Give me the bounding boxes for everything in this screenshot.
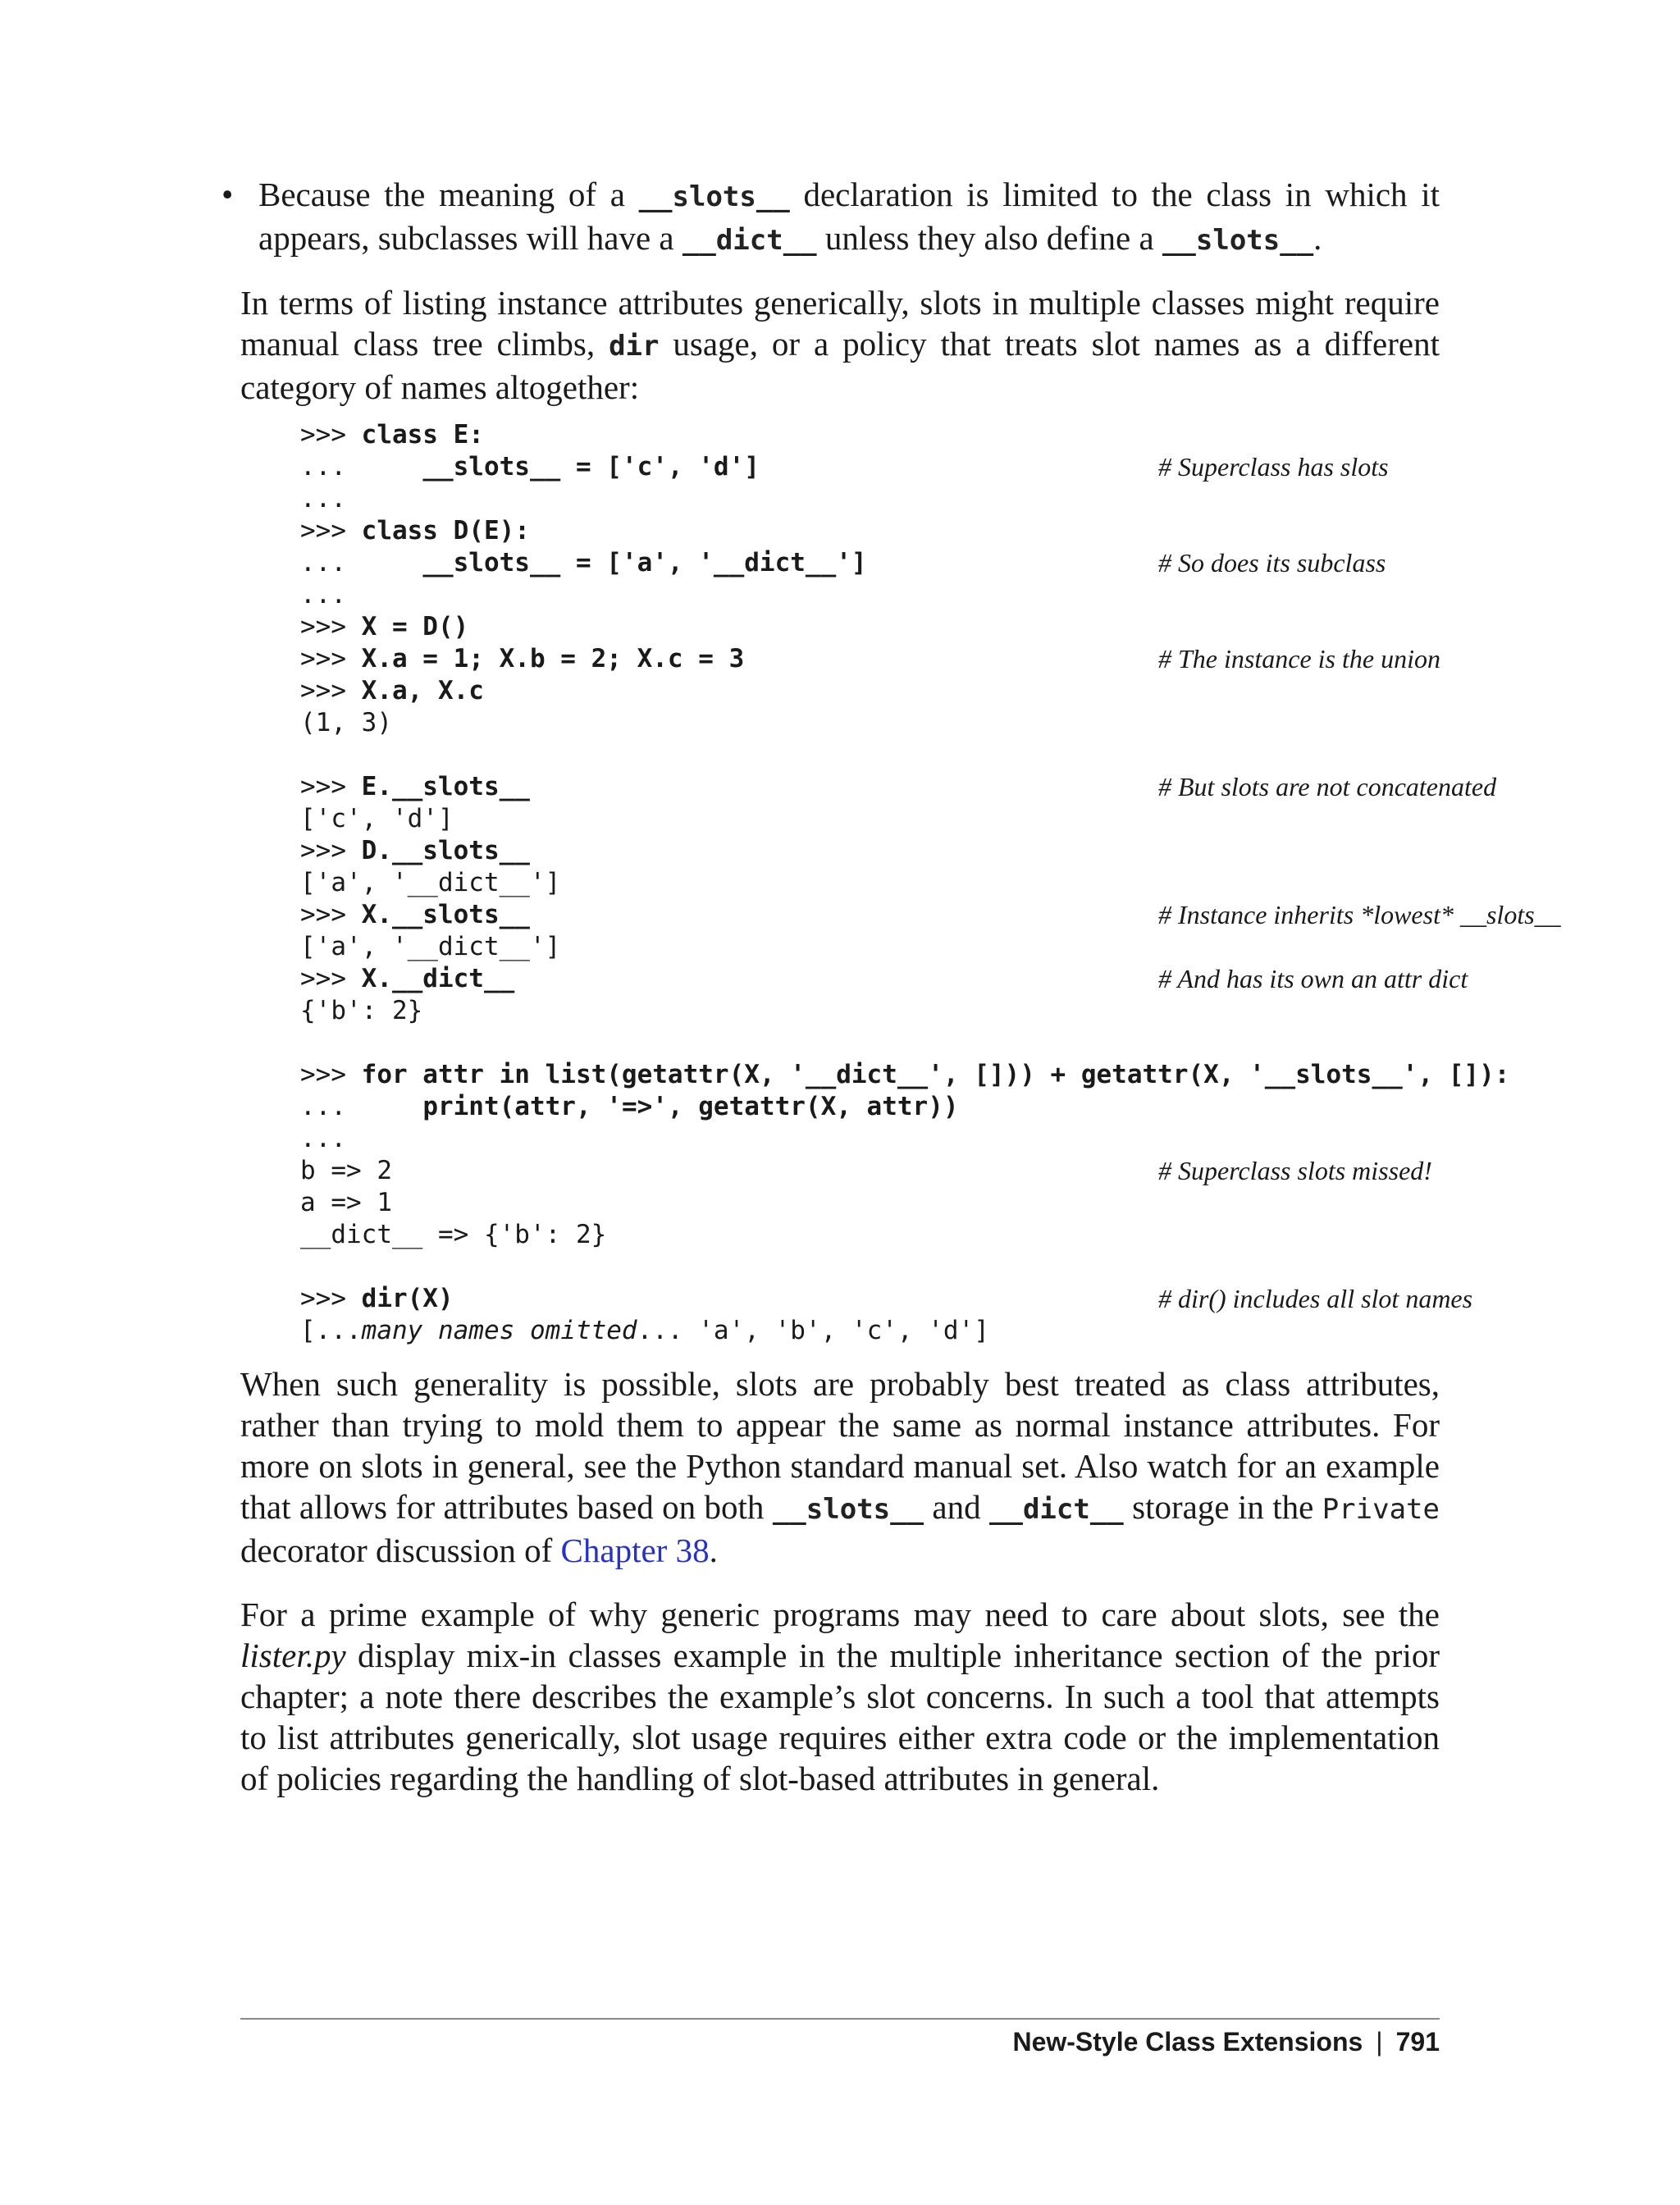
code-line: [300, 643, 744, 675]
code-input: for attr in list(getattr(X, '__dict__', [])) + getattr(X, '__slots__', []):: [361, 1060, 1510, 1089]
paragraph-text: display mix-in classes example in the multiple inheritance section of the prior chapter; a note there describes the example’s slot concerns. In such a tool that attempts to list attributes generically, slot usage requires either extra code or the implementation of policies regarding the handling of slot-based attributes in general.: [240, 1637, 1440, 1797]
code-comment: # So does its subclass: [1158, 548, 1386, 578]
code-line: [300, 547, 867, 579]
code-line: [300, 1315, 989, 1347]
code-prompt: __dict__ => {'b': 2}: [300, 1220, 607, 1249]
code-prompt: ...: [300, 580, 346, 609]
code-input: class E:: [361, 420, 484, 450]
code-line: [300, 931, 560, 963]
footer-section-title: New-Style Class Extensions: [1012, 2027, 1363, 2057]
paragraph-text: For a prime example of why generic programs may need to care about slots, see the: [240, 1596, 1440, 1633]
code-prompt: >>>: [300, 516, 362, 546]
code-line: [300, 451, 760, 483]
code-line: [300, 1091, 959, 1123]
paragraph-intro: [240, 282, 1440, 408]
code-line: [300, 419, 484, 451]
paragraph-text: decorator discussion of: [240, 1532, 561, 1569]
code-line: [300, 1219, 606, 1251]
code-line: [300, 675, 484, 707]
code-input: X = D(): [361, 612, 469, 641]
code-line: [300, 1123, 346, 1155]
bullet-item: [221, 174, 1440, 261]
inline-code: __dict__: [682, 224, 817, 257]
paragraph-text: storage in the: [1123, 1488, 1322, 1526]
page-number: 791: [1395, 2027, 1440, 2057]
code-prompt: ...: [300, 452, 423, 482]
code-comment: # And has its own an attr dict: [1158, 964, 1468, 993]
code-prompt: (1, 3): [300, 708, 392, 737]
code-comment: # Superclass slots missed!: [1158, 1156, 1432, 1185]
code-line: [300, 1059, 1509, 1091]
paragraph-text: and: [924, 1488, 990, 1526]
code-input: X.__dict__: [361, 964, 515, 993]
inline-code: __dict__: [989, 1493, 1124, 1526]
code-prompt: >>>: [300, 1284, 362, 1313]
code-prompt: ...: [300, 1124, 346, 1153]
code-output: ... 'a', 'b', 'c', 'd']: [637, 1316, 989, 1345]
code-input: D.__slots__: [361, 836, 530, 865]
paragraph-text: In terms of listing instance attributes generically, slots in multiple classes might require manual class tree climbs,: [240, 284, 1440, 363]
paragraph-text: usage, or a policy that treats slot names as a different category of names altogether:: [240, 325, 1440, 406]
paragraph-text: When such generality is possible, slots are probably best treated as class attributes, rather than trying to mold them to appear the same as normal instance attributes. For more on slots in general, see the Python standard manual set. Also watch for an example that allows for attributes based on both: [240, 1365, 1440, 1526]
code-prompt: >>>: [300, 644, 362, 673]
code-comment: # dir() includes all slot names: [1158, 1284, 1473, 1313]
code-line: [300, 483, 346, 515]
code-line: [300, 611, 468, 643]
code-comment: # Superclass has slots: [1158, 452, 1389, 482]
code-prompt: ...: [300, 548, 423, 578]
code-input: X.__slots__: [361, 900, 530, 929]
bullet-text: declaration is limited to the class in which it appears, subclasses will have a: [258, 176, 1440, 257]
code-line: [300, 1187, 392, 1219]
code-line: [300, 579, 346, 611]
code-line: [300, 707, 392, 739]
code-input: E.__slots__: [361, 772, 530, 801]
code-line: [300, 995, 422, 1027]
code-prompt: {'b': 2}: [300, 996, 423, 1025]
code-line: [300, 963, 514, 995]
code-comment: # Instance inherits *lowest* __slots__: [1158, 900, 1561, 929]
code-prompt: ['a', '__dict__']: [300, 868, 561, 897]
footer-rule: [240, 2018, 1440, 2020]
code-input: dir(X): [361, 1284, 454, 1313]
code-prompt: >>>: [300, 420, 362, 450]
bullet-text: Because the meaning of a: [258, 176, 639, 213]
code-comment: # The instance is the union: [1158, 644, 1440, 673]
code-input: class D(E):: [361, 516, 530, 546]
code-prompt: ...: [300, 1092, 423, 1121]
paragraph-generality: [240, 1363, 1440, 1571]
footer-separator: |: [1376, 2027, 1383, 2057]
code-prompt: >>>: [300, 772, 362, 801]
paragraph-lister: [240, 1594, 1440, 1799]
code-input: __slots__ = ['c', 'd']: [422, 452, 760, 482]
code-placeholder: many names omitted: [361, 1316, 637, 1345]
code-prompt: ...: [300, 484, 346, 514]
paragraph-text: .: [709, 1532, 718, 1569]
inline-code: Private: [1322, 1493, 1440, 1526]
inline-code: dir: [609, 330, 660, 363]
code-line: [300, 771, 530, 803]
code-prompt: ['c', 'd']: [300, 804, 454, 833]
inline-code: __slots__: [638, 180, 790, 213]
code-comment: # But slots are not concatenated: [1158, 772, 1497, 801]
chapter-link[interactable]: Chapter 38: [560, 1532, 710, 1569]
code-input: X.a = 1; X.b = 2; X.c = 3: [361, 644, 745, 673]
code-prompt: a => 1: [300, 1188, 392, 1217]
code-prompt: b => 2: [300, 1156, 392, 1185]
code-input: X.a, X.c: [361, 676, 484, 705]
bullet-text: .: [1313, 219, 1322, 257]
code-line: [300, 1155, 392, 1187]
code-prompt: >>>: [300, 1060, 362, 1089]
code-input: print(attr, '=>', getattr(X, attr)): [422, 1092, 959, 1121]
code-line: [300, 899, 530, 931]
code-prompt: >>>: [300, 900, 362, 929]
code-line: [300, 803, 454, 835]
filename-emphasis: lister.py: [240, 1637, 346, 1674]
bullet-marker: •: [221, 176, 234, 213]
code-prompt: >>>: [300, 964, 362, 993]
code-line: [300, 515, 530, 547]
bullet-text: unless they also define a: [816, 219, 1162, 257]
inline-code: __slots__: [1162, 224, 1314, 257]
code-prompt: >>>: [300, 676, 362, 705]
code-prompt: >>>: [300, 612, 362, 641]
page-footer: [1012, 2027, 1440, 2057]
code-prompt: >>>: [300, 836, 362, 865]
code-prompt: [...: [300, 1316, 362, 1345]
code-line: [300, 1283, 454, 1315]
code-line: [300, 835, 530, 867]
code-input: __slots__ = ['a', '__dict__']: [422, 548, 867, 578]
code-prompt: ['a', '__dict__']: [300, 932, 561, 961]
inline-code: __slots__: [772, 1493, 924, 1526]
code-line: [300, 867, 560, 899]
